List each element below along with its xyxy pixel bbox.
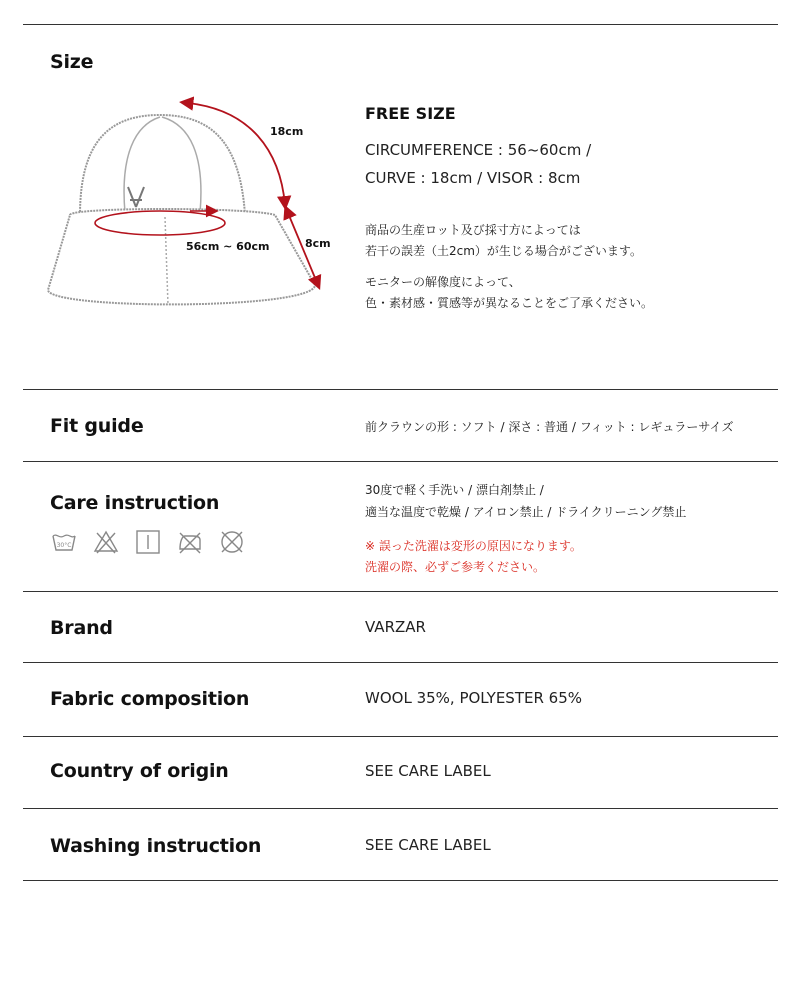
brand-value: VARZAR xyxy=(365,618,426,636)
size-note-line-2: 若干の誤差（土2cm）が生じる場合がございます。 xyxy=(365,244,642,258)
country-of-origin-value: SEE CARE LABEL xyxy=(365,762,491,780)
divider xyxy=(23,389,778,390)
divider xyxy=(23,591,778,592)
svg-text:30°C: 30°C xyxy=(56,542,72,549)
fabric-composition-label: Fabric composition xyxy=(50,688,250,710)
care-icon-row xyxy=(50,528,246,556)
country-of-origin-label: Country of origin xyxy=(50,760,229,782)
measurement-line-2: CURVE : 18cm / VISOR : 8cm xyxy=(365,169,581,187)
size-heading: Size xyxy=(50,51,94,73)
brand-label: Brand xyxy=(50,617,113,639)
hand-wash-30-icon xyxy=(50,528,78,556)
free-size-title: FREE SIZE xyxy=(365,104,456,123)
care-warning-line-2: 洗濯の際、必ずご参考ください。 xyxy=(365,560,546,574)
size-note-line-1: 商品の生産ロット及び採寸方によっては xyxy=(365,223,581,237)
circumference-dimension-label: 56cm ~ 60cm xyxy=(186,240,270,253)
no-dry-clean-icon xyxy=(218,528,246,556)
divider xyxy=(23,662,778,663)
no-bleach-icon xyxy=(92,528,120,556)
divider xyxy=(23,461,778,462)
fit-guide-label: Fit guide xyxy=(50,415,144,437)
fit-guide-value: 前クラウンの形 : ソフト / 深さ : 普通 / フィット : レギュラーサイズ xyxy=(365,420,734,434)
hat-brim xyxy=(48,209,315,304)
visor-dimension-label: 8cm xyxy=(305,237,331,250)
care-warning-line-1: ※ 誤った洗濯は変形の原因になります。 xyxy=(365,539,582,553)
dry-icon xyxy=(134,528,162,556)
care-instruction-label: Care instruction xyxy=(50,492,220,514)
care-line-2: 適当な温度で乾燥 / アイロン禁止 / ドライクリーニング禁止 xyxy=(365,505,687,519)
monitor-note-line-2: 色・素材感・質感等が異なることをご了承ください。 xyxy=(365,296,654,310)
divider xyxy=(23,808,778,809)
divider xyxy=(23,736,778,737)
divider xyxy=(23,24,778,25)
monitor-note-line-1: モニターの解像度によって、 xyxy=(365,275,521,289)
curve-dimension-label: 18cm xyxy=(270,125,304,138)
measurement-line-1: CIRCUMFERENCE : 56~60cm / xyxy=(365,141,592,159)
washing-instruction-value: SEE CARE LABEL xyxy=(365,836,491,854)
divider xyxy=(23,880,778,881)
care-line-1: 30度で軽く手洗い / 漂白剤禁止 / xyxy=(365,483,544,497)
hat-crown xyxy=(80,115,245,215)
fabric-composition-value: WOOL 35%, POLYESTER 65% xyxy=(365,689,582,707)
no-iron-icon xyxy=(176,528,204,556)
washing-instruction-label: Washing instruction xyxy=(50,835,262,857)
